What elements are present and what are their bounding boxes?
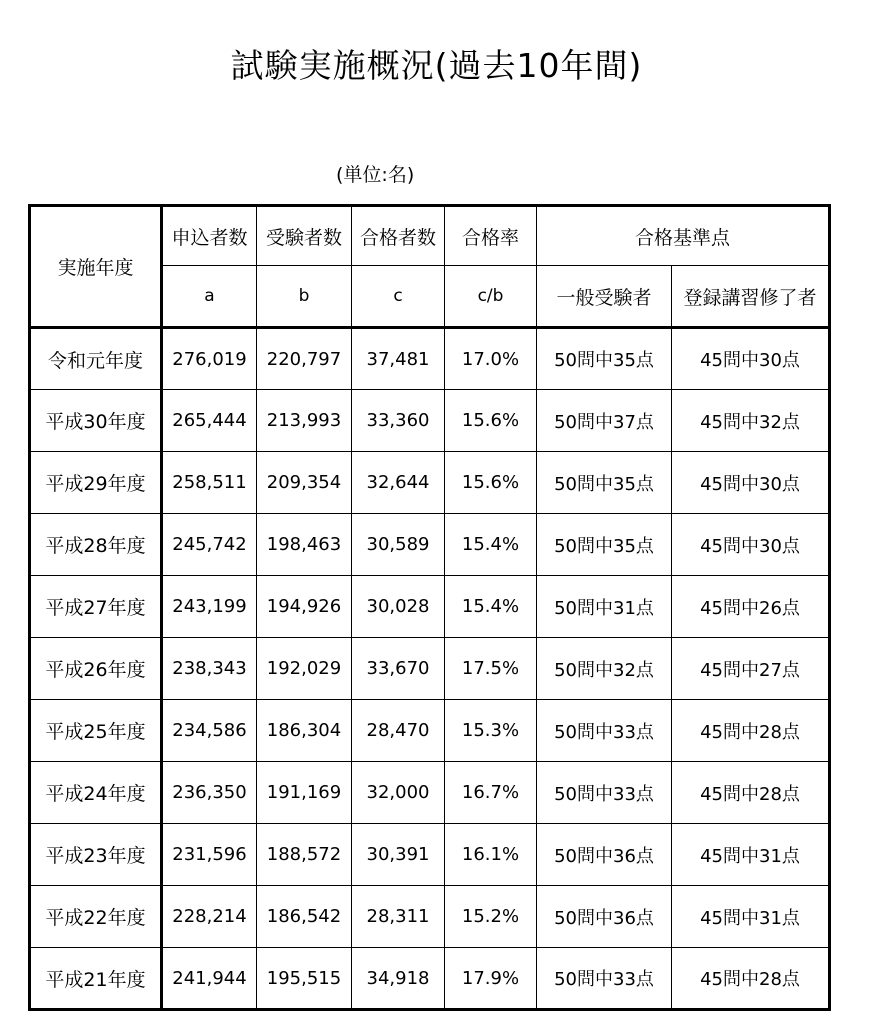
- table-row: [30, 452, 830, 514]
- cell-passers: 37,481: [352, 328, 445, 390]
- cell-year: 平成24年度: [30, 762, 162, 824]
- cell-passers: 30,391: [352, 824, 445, 886]
- cell-pass-rate: 15.3%: [445, 700, 537, 762]
- cell-passers: 32,644: [352, 452, 445, 514]
- table-row: [30, 886, 830, 948]
- cell-registered: 45問中28点: [672, 948, 830, 1010]
- cell-general: 50問中35点: [537, 514, 672, 576]
- cell-general: 50問中33点: [537, 948, 672, 1010]
- cell-applicants: 238,343: [162, 638, 257, 700]
- cell-year: 平成28年度: [30, 514, 162, 576]
- cell-passers: 34,918: [352, 948, 445, 1010]
- cell-year: 平成29年度: [30, 452, 162, 514]
- table-row: [30, 700, 830, 762]
- cell-applicants: 265,444: [162, 390, 257, 452]
- header-sub-c: c: [352, 266, 445, 328]
- cell-passers: 30,589: [352, 514, 445, 576]
- cell-registered: 45問中26点: [672, 576, 830, 638]
- cell-examinees: 192,029: [257, 638, 352, 700]
- cell-examinees: 213,993: [257, 390, 352, 452]
- cell-year: 平成26年度: [30, 638, 162, 700]
- cell-year: 平成22年度: [30, 886, 162, 948]
- header-row-1: [30, 206, 830, 266]
- cell-pass-rate: 17.0%: [445, 328, 537, 390]
- table-row: [30, 824, 830, 886]
- cell-pass-rate: 15.2%: [445, 886, 537, 948]
- exam-stats-table: [28, 204, 831, 1011]
- cell-examinees: 194,926: [257, 576, 352, 638]
- cell-applicants: 245,742: [162, 514, 257, 576]
- cell-applicants: 276,019: [162, 328, 257, 390]
- cell-general: 50問中35点: [537, 452, 672, 514]
- unit-label: (単位:名): [336, 164, 415, 186]
- header-general: 一般受験者: [537, 266, 672, 328]
- cell-general: 50問中35点: [537, 328, 672, 390]
- header-sub-cb: c/b: [445, 266, 537, 328]
- cell-pass-rate: 15.4%: [445, 514, 537, 576]
- cell-year: 平成21年度: [30, 948, 162, 1010]
- page-title: 試験実施概況(過去10年間): [230, 46, 643, 85]
- cell-registered: 45問中27点: [672, 638, 830, 700]
- cell-applicants: 231,596: [162, 824, 257, 886]
- cell-registered: 45問中30点: [672, 514, 830, 576]
- cell-passers: 28,311: [352, 886, 445, 948]
- cell-applicants: 234,586: [162, 700, 257, 762]
- cell-year: 令和元年度: [30, 328, 162, 390]
- cell-passers: 33,360: [352, 390, 445, 452]
- cell-applicants: 228,214: [162, 886, 257, 948]
- table-row: [30, 514, 830, 576]
- cell-examinees: 209,354: [257, 452, 352, 514]
- header-criteria: 合格基準点: [537, 206, 830, 266]
- cell-general: 50問中36点: [537, 824, 672, 886]
- cell-registered: 45問中30点: [672, 328, 830, 390]
- cell-year: 平成25年度: [30, 700, 162, 762]
- cell-passers: 33,670: [352, 638, 445, 700]
- cell-examinees: 186,304: [257, 700, 352, 762]
- cell-registered: 45問中31点: [672, 824, 830, 886]
- cell-examinees: 188,572: [257, 824, 352, 886]
- cell-year: 平成23年度: [30, 824, 162, 886]
- cell-examinees: 195,515: [257, 948, 352, 1010]
- header-pass-rate: 合格率: [445, 206, 537, 266]
- cell-pass-rate: 17.5%: [445, 638, 537, 700]
- cell-year: 平成30年度: [30, 390, 162, 452]
- cell-year: 平成27年度: [30, 576, 162, 638]
- cell-pass-rate: 15.6%: [445, 452, 537, 514]
- header-applicants: 申込者数: [162, 206, 257, 266]
- table-row: [30, 390, 830, 452]
- cell-passers: 28,470: [352, 700, 445, 762]
- cell-registered: 45問中28点: [672, 700, 830, 762]
- cell-general: 50問中31点: [537, 576, 672, 638]
- header-examinees: 受験者数: [257, 206, 352, 266]
- cell-examinees: 220,797: [257, 328, 352, 390]
- cell-applicants: 236,350: [162, 762, 257, 824]
- cell-passers: 32,000: [352, 762, 445, 824]
- cell-general: 50問中37点: [537, 390, 672, 452]
- cell-registered: 45問中30点: [672, 452, 830, 514]
- header-year: 実施年度: [30, 206, 162, 328]
- header-registered: 登録講習修了者: [672, 266, 830, 328]
- header-sub-b: b: [257, 266, 352, 328]
- cell-general: 50問中33点: [537, 762, 672, 824]
- cell-pass-rate: 15.6%: [445, 390, 537, 452]
- cell-pass-rate: 15.4%: [445, 576, 537, 638]
- cell-applicants: 241,944: [162, 948, 257, 1010]
- cell-registered: 45問中31点: [672, 886, 830, 948]
- cell-applicants: 243,199: [162, 576, 257, 638]
- cell-general: 50問中36点: [537, 886, 672, 948]
- table-row: [30, 328, 830, 390]
- cell-general: 50問中33点: [537, 700, 672, 762]
- cell-registered: 45問中32点: [672, 390, 830, 452]
- table-row: [30, 638, 830, 700]
- table-row: [30, 576, 830, 638]
- cell-pass-rate: 17.9%: [445, 948, 537, 1010]
- cell-pass-rate: 16.1%: [445, 824, 537, 886]
- cell-general: 50問中32点: [537, 638, 672, 700]
- header-passers: 合格者数: [352, 206, 445, 266]
- table-row: [30, 948, 830, 1010]
- header-sub-a: a: [162, 266, 257, 328]
- cell-examinees: 191,169: [257, 762, 352, 824]
- cell-registered: 45問中28点: [672, 762, 830, 824]
- table-row: [30, 762, 830, 824]
- cell-pass-rate: 16.7%: [445, 762, 537, 824]
- cell-applicants: 258,511: [162, 452, 257, 514]
- cell-examinees: 186,542: [257, 886, 352, 948]
- cell-passers: 30,028: [352, 576, 445, 638]
- cell-examinees: 198,463: [257, 514, 352, 576]
